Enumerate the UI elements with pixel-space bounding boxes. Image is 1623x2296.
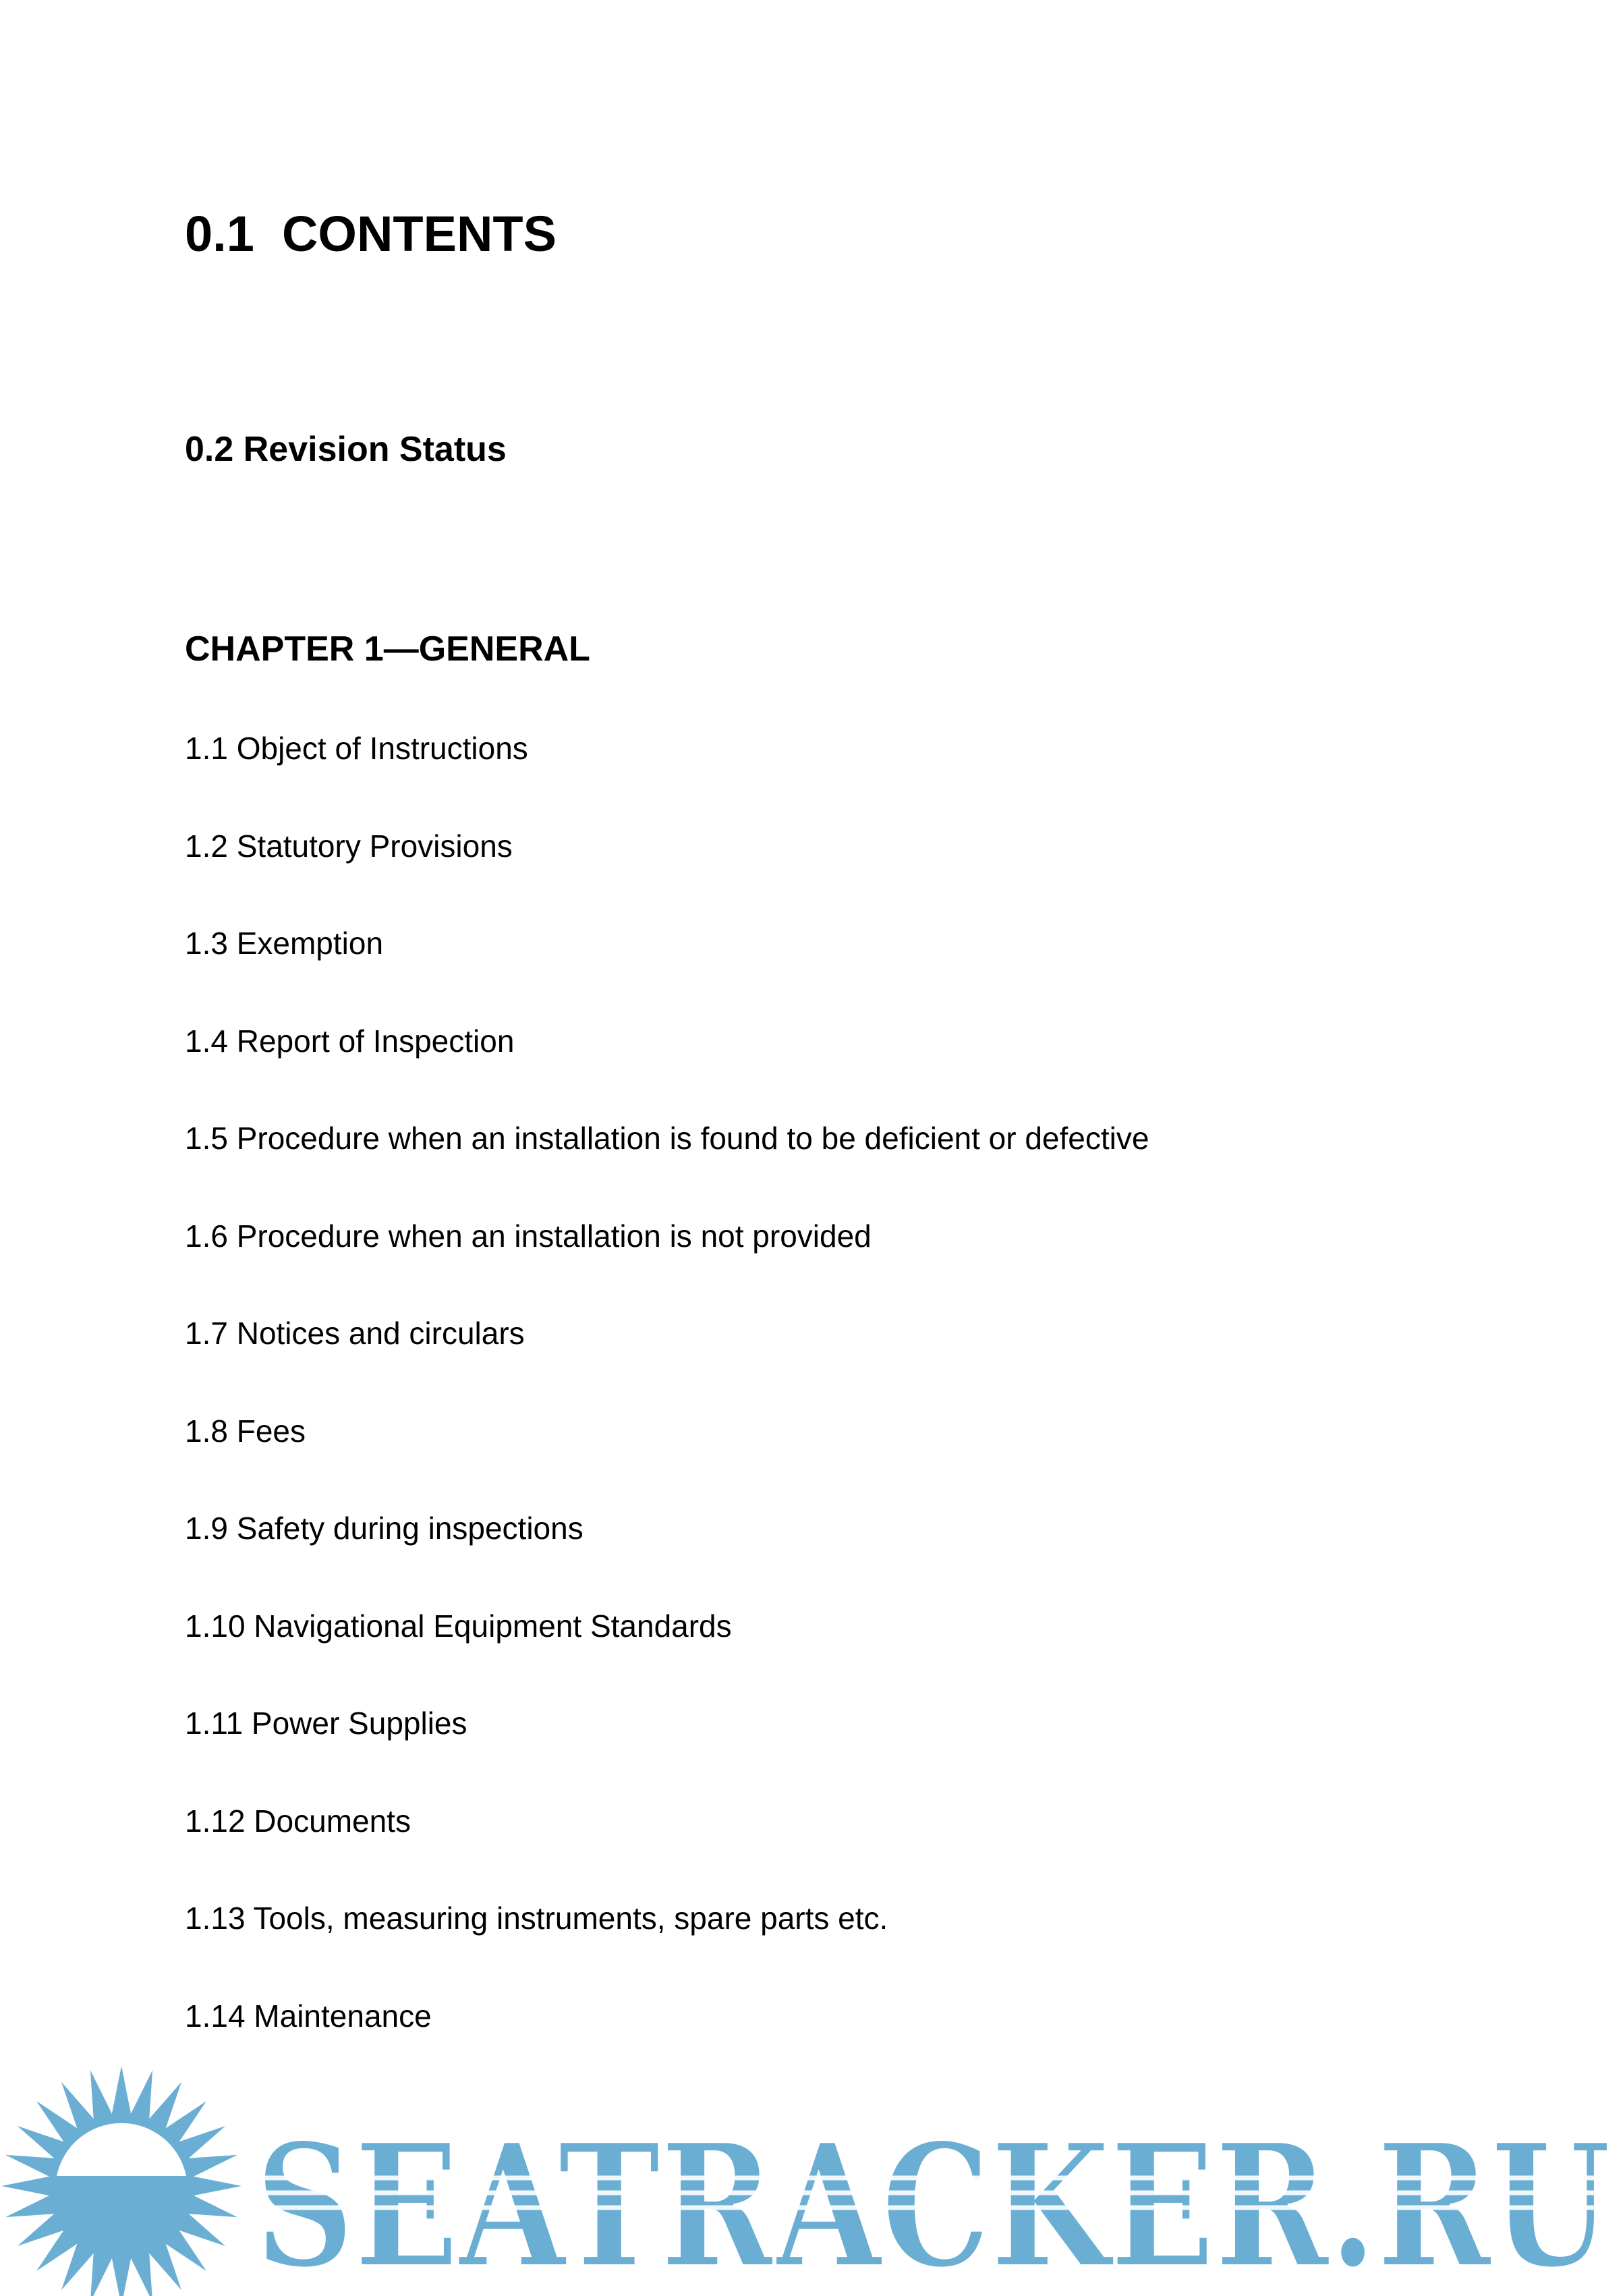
toc-item: 1.9 Safety during inspections — [185, 1511, 583, 1546]
toc-item: 1.2 Statutory Provisions — [185, 828, 513, 864]
toc-item: 1.10 Navigational Equipment Standards — [185, 1608, 732, 1644]
toc-item: 1.14 Maintenance — [185, 1998, 432, 2034]
toc-list — [185, 733, 1149, 2098]
toc-item: 1.6 Procedure when an installation is not provided — [185, 1218, 872, 1254]
toc-item: 1.3 Exemption — [185, 926, 384, 961]
watermark-text: SEATRACKER.RU — [255, 2106, 1611, 2296]
toc-item: 1.1 Object of Instructions — [185, 731, 528, 766]
watermark — [0, 2051, 1623, 2296]
chapter-heading: CHAPTER 1—GENERAL — [185, 629, 590, 669]
toc-item: 1.7 Notices and circulars — [185, 1316, 525, 1351]
sun-icon — [1, 2066, 241, 2296]
toc-item: 1.12 Documents — [185, 1803, 411, 1839]
toc-item: 1.4 Report of Inspection — [185, 1023, 515, 1059]
toc-item: 1.11 Power Supplies — [185, 1706, 467, 1741]
revision-status-heading: 0.2 Revision Status — [185, 430, 507, 469]
contents-title: 0.1 CONTENTS — [185, 206, 557, 262]
toc-item: 1.5 Procedure when an installation is found to be deficient or defective — [185, 1121, 1149, 1156]
toc-item: 1.13 Tools, measuring instruments, spare parts etc. — [185, 1901, 888, 1936]
toc-item: 1.8 Fees — [185, 1413, 306, 1449]
